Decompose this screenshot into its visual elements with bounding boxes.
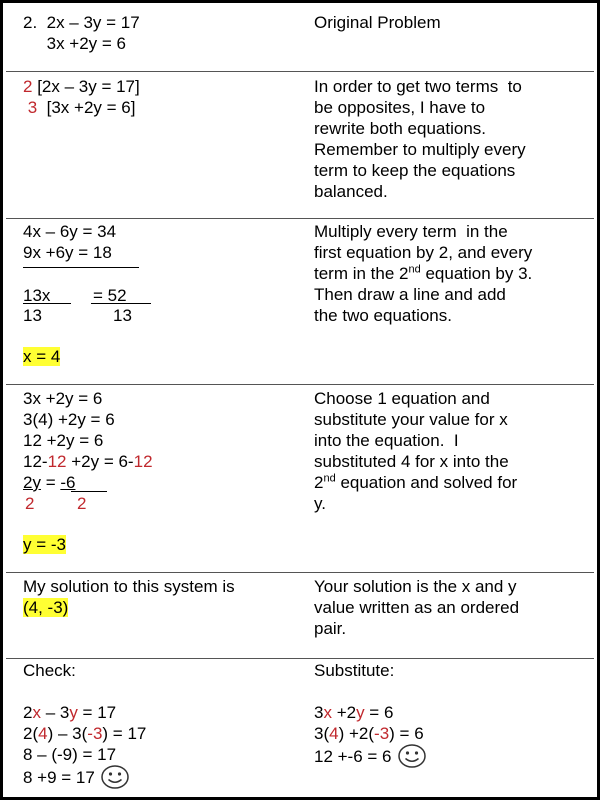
explanation-line: first equation by 2, and every xyxy=(314,243,533,262)
substitution-work xyxy=(23,388,153,493)
text: 2( xyxy=(23,724,39,743)
y-answer xyxy=(23,534,66,555)
text: 12 +-6 = 6 xyxy=(314,747,392,766)
explanation-line: substitute your value for x xyxy=(314,410,508,429)
red-term: 12 xyxy=(133,452,153,471)
original-problem-equations xyxy=(23,12,140,54)
explanation-line: substituted 4 for x into the xyxy=(314,452,509,471)
red-term: y xyxy=(356,703,365,722)
bracket-eq-2: [3x +2y = 6] xyxy=(37,98,136,117)
solution-pair: (4, -3) xyxy=(23,598,69,617)
explanation-line xyxy=(314,472,594,493)
divisor-left: 2 xyxy=(25,494,35,513)
solution-statement xyxy=(23,576,235,618)
work-line: 3x +2y = 6 xyxy=(23,389,103,408)
explanation-line: value written as an ordered xyxy=(314,598,520,617)
red-term: 4 xyxy=(329,724,339,743)
text: term in the 2 xyxy=(314,264,409,283)
text: – 3 xyxy=(40,703,70,722)
text: 2 xyxy=(23,703,33,722)
red-term: x xyxy=(323,703,332,722)
text: 3( xyxy=(314,724,330,743)
explanation-line: balanced. xyxy=(314,182,388,201)
explanation-line: Remember to multiply every xyxy=(314,140,526,159)
check-line xyxy=(23,702,146,723)
substitute-line xyxy=(314,744,594,768)
explanation-line: pair. xyxy=(314,619,347,638)
check-line: 8 – (-9) = 17 xyxy=(23,745,117,764)
y-answer-text: y = -3 xyxy=(23,535,66,554)
work-line xyxy=(23,451,153,472)
text: = xyxy=(40,473,61,492)
red-term: -3 xyxy=(87,724,103,743)
spacer xyxy=(314,681,594,702)
text: = 6 xyxy=(364,703,394,722)
spacer xyxy=(23,681,146,702)
scaled-equation-2: 9x +6y = 18 xyxy=(23,243,112,262)
multiplier-line-2 xyxy=(23,97,140,118)
text: 2y xyxy=(23,473,41,492)
substitute-work xyxy=(314,660,594,768)
row-divider-3 xyxy=(6,384,594,385)
superscript: nd xyxy=(323,472,336,485)
explanation-line: term to keep the equations xyxy=(314,161,516,180)
x-answer-text: x = 4 xyxy=(23,347,61,366)
red-term: -3 xyxy=(374,724,390,743)
fraction-bar-left xyxy=(23,303,71,304)
original-problem-label: Original Problem xyxy=(314,13,441,32)
work-line xyxy=(23,472,153,493)
explanation-line: the two equations. xyxy=(314,306,452,325)
explanation-line: In order to get two terms to xyxy=(314,77,522,96)
solution-pair-line xyxy=(23,597,235,618)
text: ) = 17 xyxy=(102,724,147,743)
elimination-work xyxy=(23,221,116,263)
explanation-line: into the equation. I xyxy=(314,431,459,450)
text: 2 xyxy=(314,473,324,492)
text: ) – 3( xyxy=(47,724,88,743)
multiplier-2: 2 xyxy=(23,77,33,96)
x-answer xyxy=(23,346,60,367)
explanation-line: y. xyxy=(314,494,326,513)
numerator-52: = 52 xyxy=(93,286,127,305)
smiley-icon xyxy=(398,744,426,768)
red-term: 12 xyxy=(47,452,67,471)
check-title: Check: xyxy=(23,661,76,680)
multiplier-3: 3 xyxy=(23,98,38,117)
check-line xyxy=(23,723,146,744)
text: +2y = 6- xyxy=(66,452,134,471)
fraction-bar-right xyxy=(91,303,151,304)
row-divider-4 xyxy=(6,572,594,573)
explanation-line xyxy=(314,263,594,284)
explanation-line: Then draw a line and add xyxy=(314,285,506,304)
numerator-13x: 13x xyxy=(23,286,51,305)
explanation-line: Choose 1 equation and xyxy=(314,389,490,408)
text: equation and solved for xyxy=(335,473,518,492)
text: ) +2( xyxy=(338,724,375,743)
fraction-bar xyxy=(71,491,107,492)
explanation-line: rewrite both equations. xyxy=(314,119,486,138)
text: ) = 6 xyxy=(389,724,424,743)
solution-explanation xyxy=(314,576,594,639)
row-divider-5 xyxy=(6,658,594,659)
substitute-line xyxy=(314,702,594,723)
equation-1: 2. 2x – 3y = 17 xyxy=(23,13,140,32)
text: 12- xyxy=(23,452,48,471)
text: 3 xyxy=(314,703,324,722)
substitution-explanation xyxy=(314,388,594,514)
multiplier-equations xyxy=(23,76,140,118)
multiplier-explanation xyxy=(314,76,594,202)
text: 8 +9 = 17 xyxy=(23,768,95,787)
elimination-explanation xyxy=(314,221,594,326)
explanation-line: be opposites, I have to xyxy=(314,98,486,117)
denominator-left: 13 xyxy=(23,306,42,325)
sum-line xyxy=(23,267,139,268)
divisor-right: 2 xyxy=(77,494,87,513)
work-line: 12 +2y = 6 xyxy=(23,431,104,450)
row-divider-2 xyxy=(6,218,594,219)
smiley-icon xyxy=(101,765,129,789)
row-divider-1 xyxy=(6,71,594,72)
red-term: y xyxy=(69,703,78,722)
text: +2 xyxy=(331,703,357,722)
denominator-right: 13 xyxy=(113,306,132,325)
text: equation by 3. xyxy=(420,264,533,283)
bracket-eq-1: [2x – 3y = 17] xyxy=(32,77,140,96)
substitute-line xyxy=(314,723,594,744)
check-work xyxy=(23,660,146,789)
text: -6 xyxy=(60,473,76,492)
explanation-line: Multiply every term in the xyxy=(314,222,508,241)
scaled-equation-1: 4x – 6y = 34 xyxy=(23,222,117,241)
explanation-line: Your solution is the x and y xyxy=(314,577,517,596)
superscript: nd xyxy=(408,263,421,276)
text: = 17 xyxy=(77,703,117,722)
substitute-title: Substitute: xyxy=(314,661,395,680)
red-term: x xyxy=(32,703,41,722)
multiplier-line-1 xyxy=(23,76,140,97)
equation-2: 3x +2y = 6 xyxy=(23,34,127,53)
solution-text: My solution to this system is xyxy=(23,577,235,596)
check-line xyxy=(23,765,146,789)
work-line: 3(4) +2y = 6 xyxy=(23,410,115,429)
red-term: 4 xyxy=(38,724,48,743)
